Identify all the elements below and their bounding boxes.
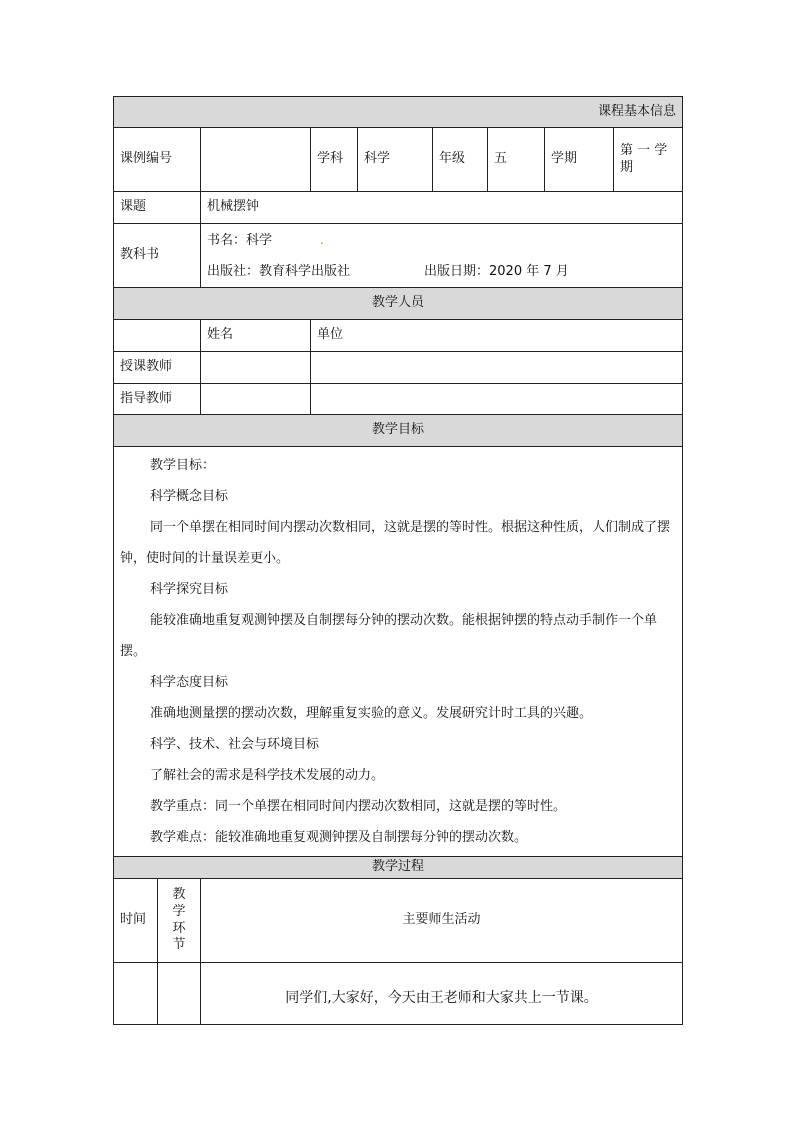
key-point-text: 教学重点：同一个单摆在相同时间内摆动次数相同，这就是摆的等时性。 xyxy=(150,799,567,814)
goals-body-row xyxy=(114,447,683,857)
difficult-point-text: 教学难点：能较准确地重复观测钟摆及自制摆每分钟的摆动次数。 xyxy=(150,830,528,845)
staff-row xyxy=(114,352,683,384)
staff-col-unit: 单位 xyxy=(311,320,683,352)
semester-label: 学期 xyxy=(545,128,614,192)
textbook-row xyxy=(114,224,683,288)
lecturer-unit xyxy=(311,352,683,384)
attitude-goal-text: 准确地测量摆的摆动次数，理解重复实验的意义。发展研究计时工具的兴趣。 xyxy=(150,706,593,721)
process-header: 教学过程 xyxy=(114,857,683,879)
book-dot: . xyxy=(320,232,324,247)
textbook-label: 教科书 xyxy=(114,224,201,288)
advisor-name xyxy=(201,384,311,415)
subject-value: 科学 xyxy=(358,128,433,192)
staff-header: 教学人员 xyxy=(114,288,683,320)
stage-char: 教 xyxy=(172,886,186,902)
attitude-goal-heading: 科学态度目标 xyxy=(150,675,229,690)
process-row xyxy=(114,963,683,1025)
process-activity-cell: 同学们,大家好，今天由王老师和大家共上一节课。 xyxy=(201,963,683,1025)
process-col-stage xyxy=(158,879,201,963)
process-stage-cell xyxy=(158,963,201,1025)
inquiry-goal-heading: 科学探究目标 xyxy=(150,582,229,597)
concept-goal-text: 同一个单摆在相同时间内摆动次数相同，这就是摆的等时性。根据这种性质，人们制成了摆钟，使时间的计量误差更小。 xyxy=(120,520,671,566)
goals-header-row xyxy=(114,415,683,447)
book-name: 书名：科学 xyxy=(207,232,273,248)
stse-goal-text: 了解社会的需求是科学技术发展的动力。 xyxy=(150,768,385,783)
book-name-line xyxy=(207,225,676,256)
lesson-plan-table xyxy=(113,96,683,1025)
advisor-label: 指导教师 xyxy=(114,384,201,415)
process-header-row xyxy=(114,857,683,879)
staff-header-row xyxy=(114,288,683,320)
publisher: 出版社：教育科学出版社 xyxy=(207,263,351,279)
stse-goal-heading: 科学、技术、社会与环境目标 xyxy=(150,737,320,752)
process-col-activity: 主要师生活动 xyxy=(201,879,683,963)
grade-label: 年级 xyxy=(433,128,488,192)
staff-col-name: 姓名 xyxy=(201,320,311,352)
semester-value-line1: 第 一 学 xyxy=(620,142,668,158)
textbook-details xyxy=(201,224,683,288)
stage-char: 学 xyxy=(172,903,186,919)
publisher-line xyxy=(207,256,676,287)
lecturer-label: 授课教师 xyxy=(114,352,201,384)
process-col-time: 时间 xyxy=(114,879,158,963)
subject-label: 学科 xyxy=(311,128,358,192)
topic-label: 课题 xyxy=(114,192,201,224)
course-info-header: 课程基本信息 xyxy=(114,97,683,128)
stage-char: 环 xyxy=(172,920,186,936)
goals-header: 教学目标 xyxy=(114,415,683,447)
inquiry-goal-text: 能较准确地重复观测钟摆及自制摆每分钟的摆动次数。能根据钟摆的特点动手制作一个单摆。 xyxy=(120,613,658,659)
staff-row xyxy=(114,384,683,415)
course-info-header-row xyxy=(114,97,683,128)
basic-info-row xyxy=(114,128,683,192)
goals-title: 教学目标： xyxy=(150,458,216,473)
goals-body xyxy=(114,447,683,857)
topic-value: 机械摆钟 xyxy=(201,192,683,224)
semester-value-line2: 期 xyxy=(620,159,634,175)
process-time-cell xyxy=(114,963,158,1025)
stage-char: 节 xyxy=(172,937,186,953)
case-no-value xyxy=(201,128,311,192)
topic-row xyxy=(114,192,683,224)
lecturer-name xyxy=(201,352,311,384)
grade-value: 五 xyxy=(488,128,545,192)
case-no-label: 课例编号 xyxy=(114,128,201,192)
advisor-unit xyxy=(311,384,683,415)
concept-goal-heading: 科学概念目标 xyxy=(150,489,229,504)
staff-corner-cell xyxy=(114,320,201,352)
semester-value xyxy=(614,128,683,192)
publish-date: 出版日期：2020 年 7 月 xyxy=(424,263,569,279)
staff-columns-row xyxy=(114,320,683,352)
process-columns-row xyxy=(114,879,683,963)
